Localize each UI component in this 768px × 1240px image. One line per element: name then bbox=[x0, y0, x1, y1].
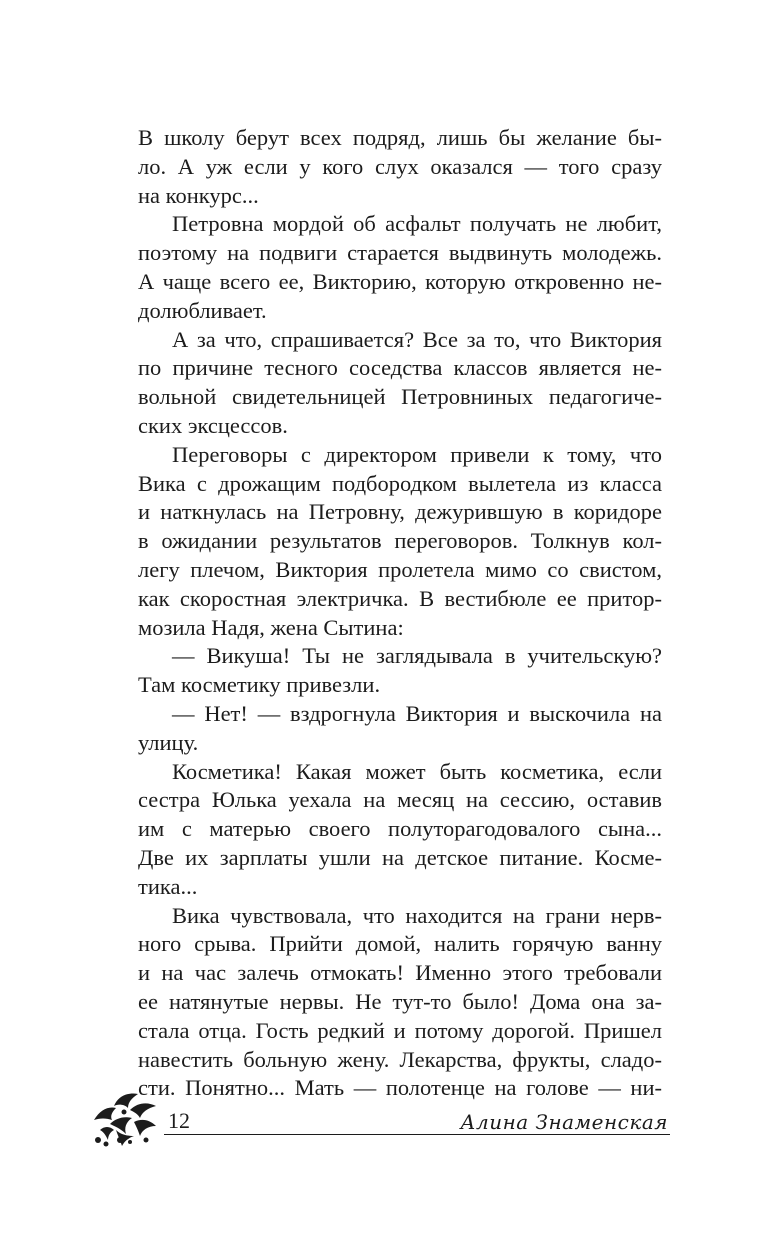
text-line: Вика с дрожащим подбородком вылетела из класса bbox=[138, 470, 662, 496]
text-line: сти. Понятно... Мать — полотенце на голове — ни- bbox=[138, 1075, 662, 1101]
text-line: Петровна мордой об асфальт получать не любит, bbox=[172, 211, 662, 237]
text-line: легу плечом, Виктория пролетела мимо со свистом, bbox=[138, 556, 662, 582]
text-line: — Викуша! Ты не заглядывала в учительскую? bbox=[172, 643, 662, 669]
text-line: Там косметику привезли. bbox=[138, 672, 381, 698]
text-line: как скоростная электричка. В вестибюле ее притор- bbox=[138, 585, 662, 611]
text-line: Переговоры с директором привели к тому, что bbox=[172, 441, 662, 467]
page-footer bbox=[90, 1090, 670, 1150]
text-line: поэтому на подвиги старается выдвинуть молодежь. bbox=[138, 240, 662, 266]
text-line: ного срыва. Прийти домой, налить горячую ванну bbox=[138, 931, 662, 957]
text-line: им с матерью своего полуторагодовалого сына... bbox=[138, 816, 662, 842]
text-line: и наткнулась на Петровну, дежурившую в коридоре bbox=[138, 499, 662, 525]
page-body bbox=[138, 124, 662, 1103]
text-line: Вика чувствовала, что находится на грани нерв- bbox=[172, 902, 662, 928]
text-line: сестра Юлька уехала на месяц на сессию, оставив bbox=[138, 787, 662, 813]
text-line: тика... bbox=[138, 873, 198, 899]
text-line: мозила Надя, жена Сытина: bbox=[138, 614, 404, 640]
text-line: ее натянутые нервы. Не тут-то было! Дома она за- bbox=[138, 988, 662, 1014]
text-line: улицу. bbox=[138, 729, 199, 755]
text-line: и на час залечь отмокать! Именно этого требовали bbox=[138, 960, 662, 986]
text-line: долюбливает. bbox=[138, 297, 267, 323]
text-line: ских эксцессов. bbox=[138, 412, 288, 438]
text-line: А за что, спрашивается? Все за то, что Виктория bbox=[172, 326, 662, 352]
page-number: 12 bbox=[168, 1108, 190, 1133]
footer-rule bbox=[164, 1134, 670, 1135]
text-line: на конкурс... bbox=[138, 182, 259, 208]
text-line: в ожидании результатов переговоров. Толкнув кол- bbox=[138, 528, 662, 554]
text-line: А чаще всего ее, Викторию, которую откровенно не- bbox=[138, 268, 662, 294]
text-line: по причине тесного соседства классов является не- bbox=[138, 355, 662, 381]
text-line: Две их зарплаты ушли на детское питание. Космe- bbox=[138, 844, 662, 870]
text-line: ло. А уж если у кого слух оказался — того сразу bbox=[138, 153, 662, 179]
floral-ornament-icon bbox=[90, 1090, 162, 1148]
text-line: стала отца. Гость редкий и потому дорогой. Пришел bbox=[138, 1017, 662, 1043]
text-line: вольной свидетельницей Петровниных педагогиче- bbox=[138, 384, 662, 410]
text-line: навестить больную жену. Лекарства, фрукты, сладо- bbox=[138, 1046, 662, 1072]
text-line: В школу берут всех подряд, лишь бы желание бы- bbox=[138, 125, 662, 150]
text-line: Косметика! Какая может быть косметика, если bbox=[172, 758, 662, 784]
author-name: Алина Знаменская bbox=[460, 1110, 668, 1134]
text-line: — Нет! — вздрогнула Виктория и выскочила на bbox=[172, 700, 662, 726]
